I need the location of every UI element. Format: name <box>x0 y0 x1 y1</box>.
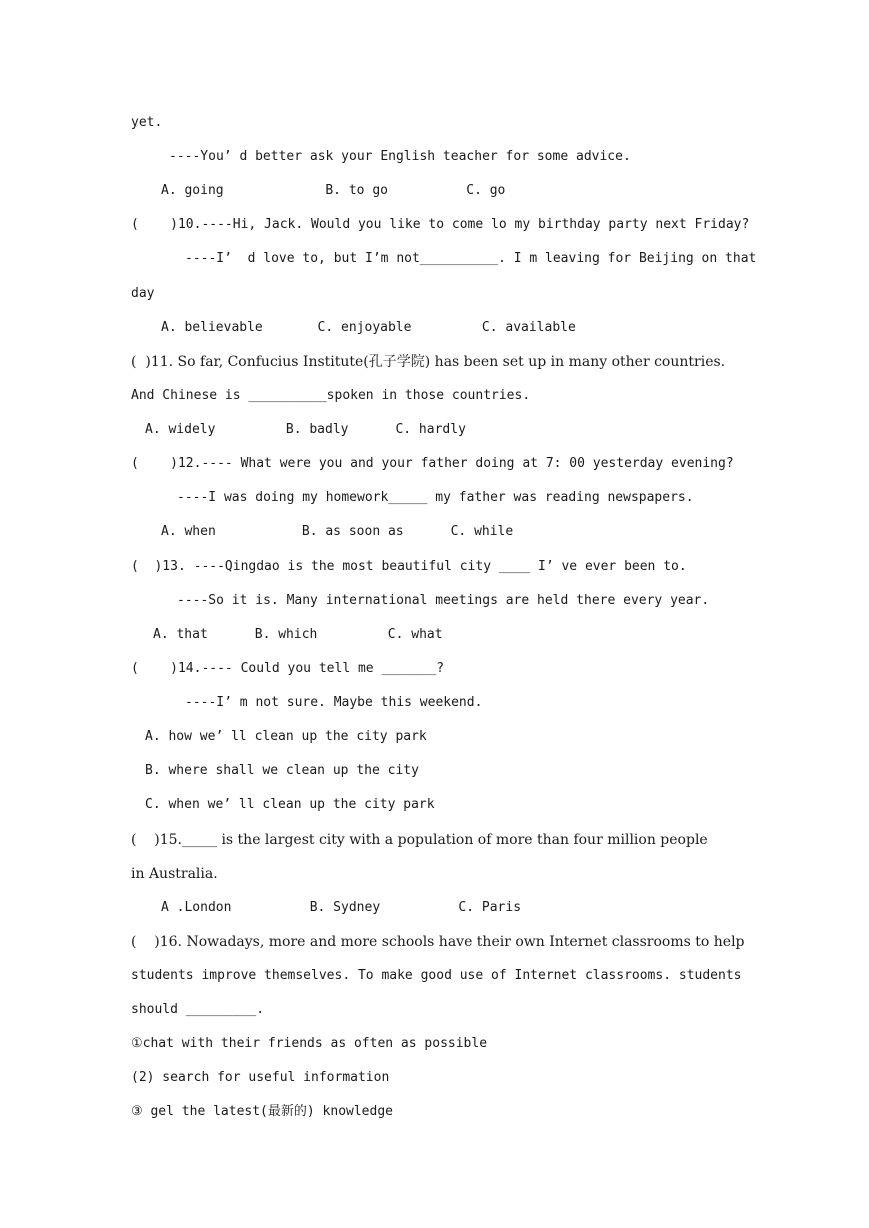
text-line: should _________. <box>131 1002 265 1017</box>
text-line: ----I was doing my homework_____ my father was reading newspapers. <box>177 490 694 505</box>
option-line: C. when we’ ll clean up the city park <box>145 797 435 812</box>
option-line: A .London B. Sydney C. Paris <box>161 900 522 915</box>
text-line: in Australia. <box>131 866 218 882</box>
question-line: ( )10.----Hi, Jack. Would you like to come lo my birthday party next Friday? <box>131 217 750 232</box>
question-line: ( )16. Nowadays, more and more schools have their own Internet classrooms to help <box>131 934 745 950</box>
question-line: ( )14.---- Could you tell me _______? <box>131 661 445 676</box>
text-line: day <box>131 286 155 301</box>
option-line: A. going B. to go C. go <box>161 183 506 198</box>
option-line: A. when B. as soon as C. while <box>161 524 514 539</box>
text-line: students improve themselves. To make good use of Internet classrooms. students <box>131 968 742 983</box>
option-line: A. that B. which C. what <box>153 627 443 642</box>
option-line: A. widely B. badly C. hardly <box>145 422 466 437</box>
text-line: And Chinese is __________spoken in those countries. <box>131 388 531 403</box>
list-item: ①chat with their friends as often as possible <box>131 1036 488 1051</box>
question-line: ( )15._____ is the largest city with a population of more than four million people <box>131 832 708 848</box>
question-line: ( )12.---- What were you and your father doing at 7: 00 yesterday evening? <box>131 456 734 471</box>
option-line: A. believable C. enjoyable C. available <box>161 320 576 335</box>
question-line: ( )13. ----Qingdao is the most beautiful city ____ I’ ve ever been to. <box>131 559 687 574</box>
option-line: A. how we’ ll clean up the city park <box>145 729 427 744</box>
option-line: B. where shall we clean up the city <box>145 763 419 778</box>
list-item: (2) search for useful information <box>131 1070 390 1085</box>
question-line: ( )11. So far, Confucius Institute(孔子学院) has been set up in many other countries. <box>131 354 726 370</box>
text-line: ----You’ d better ask your English teacher for some advice. <box>169 149 631 164</box>
list-item: ③ gel the latest(最新的) knowledge <box>131 1104 393 1119</box>
text-line: ----I’ m not sure. Maybe this weekend. <box>185 695 483 710</box>
text-line: yet. <box>131 115 163 130</box>
text-line: ----So it is. Many international meetings are held there every year. <box>177 593 710 608</box>
text-line: ----I’ d love to, but I’m not__________. I m leaving for Beijing on that <box>185 251 757 266</box>
